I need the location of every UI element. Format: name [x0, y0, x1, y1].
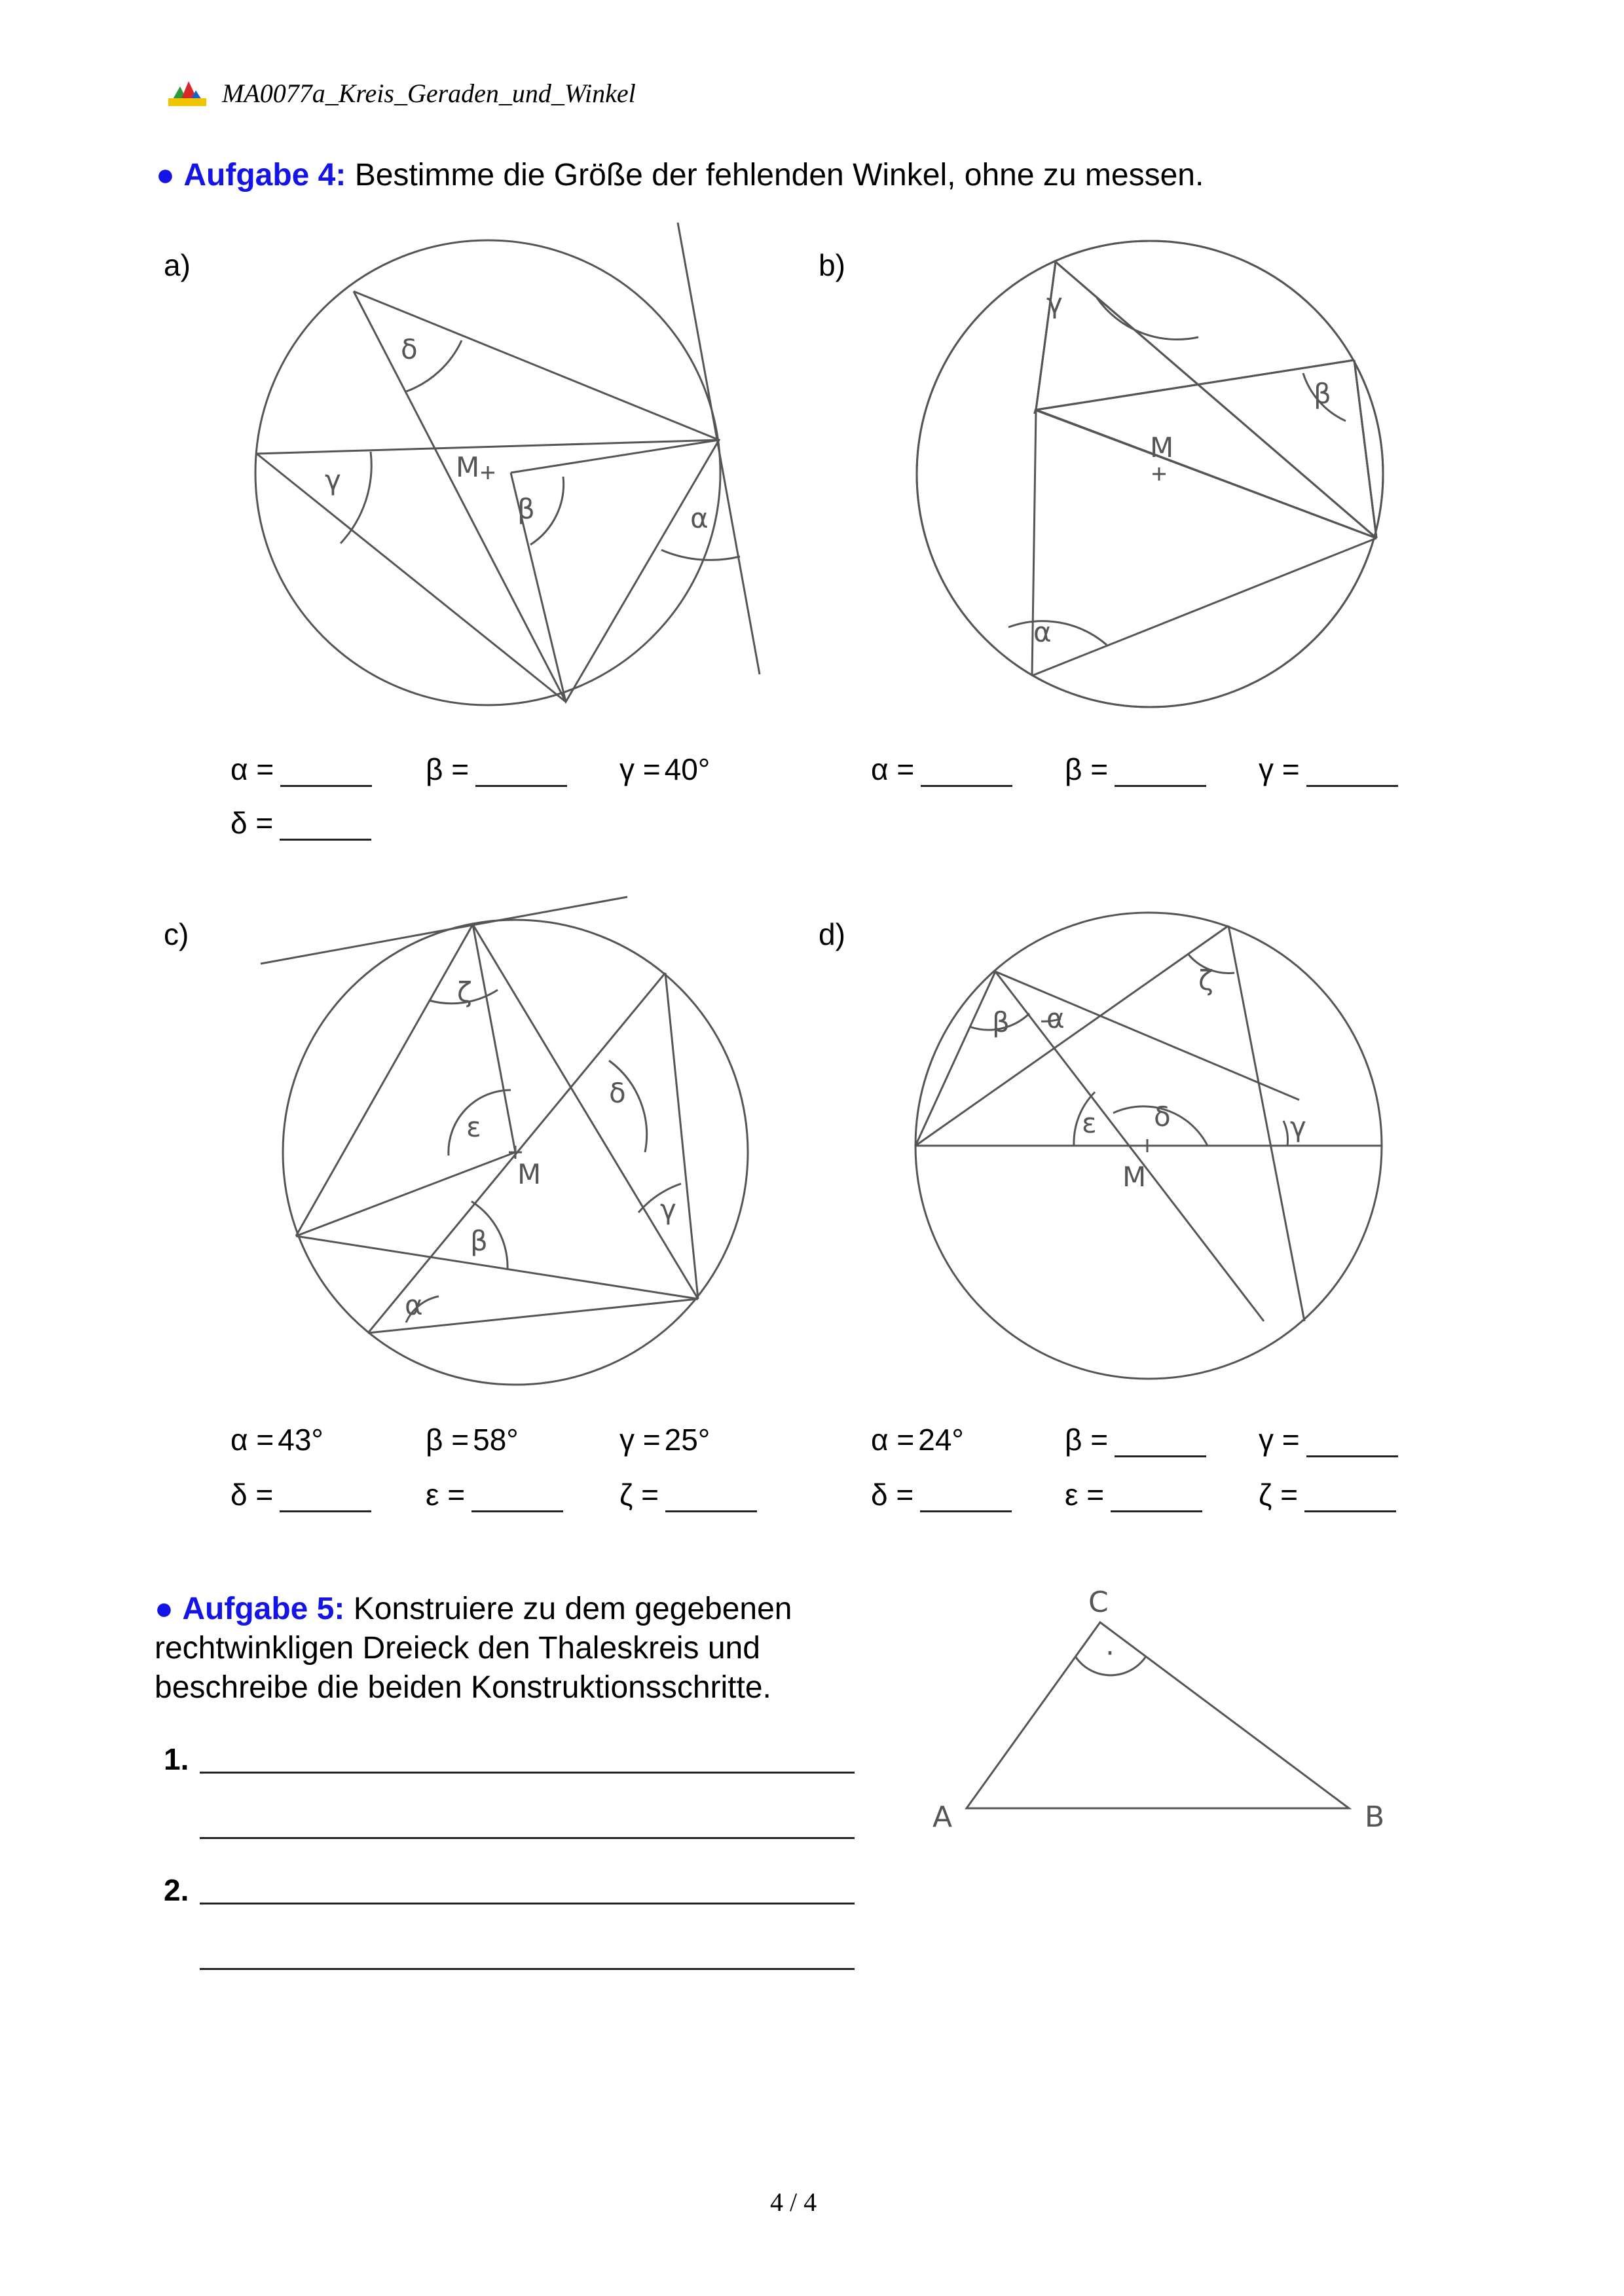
part-a-label: a) [164, 248, 191, 282]
label-center-b: M [1150, 431, 1174, 464]
right-angle-dot: · [1105, 1637, 1115, 1670]
vertex-label-b: B [1365, 1800, 1385, 1834]
label-zeta-c: ζ [457, 976, 472, 1008]
task5-bullet: ● [155, 1592, 174, 1626]
part-c-label: c) [164, 917, 189, 951]
task5-line-3: beschreibe die beiden Konstruktionsschritte. [155, 1670, 771, 1705]
answer-symbol: ε = [1065, 1478, 1105, 1512]
label-epsilon-c: ε [466, 1111, 481, 1143]
label-beta-a: β [517, 493, 535, 525]
label-gamma-d: γ [1290, 1111, 1306, 1143]
label-beta-b: β [1314, 378, 1331, 410]
answer-symbol: γ = [1259, 752, 1300, 786]
answer-symbol: β = [1065, 752, 1109, 786]
page-number: 4 / 4 [770, 2187, 817, 2217]
answer-symbol: γ = [1259, 1423, 1300, 1457]
task4-label: Aufgabe 4: [183, 158, 346, 192]
answer-symbol: β = [426, 1423, 470, 1457]
answer-value: 25° [664, 1423, 710, 1457]
task5-line-1: Konstruiere zu dem gegebenen [353, 1592, 792, 1626]
vertex-label-c: C [1088, 1586, 1109, 1619]
label-beta-c: β [470, 1225, 488, 1257]
answer-symbol: α = [231, 752, 274, 786]
answer-symbol: δ = [231, 806, 274, 840]
answer-symbol: γ = [619, 752, 661, 786]
label-alpha-c: α [405, 1289, 423, 1321]
label-gamma-c: γ [660, 1194, 676, 1226]
part-d-label: d) [819, 917, 845, 951]
label-beta-d: β [992, 1006, 1010, 1038]
task5-line-2: rechtwinkligen Dreieck den Thaleskreis und [155, 1631, 760, 1666]
answer-symbol: δ = [231, 1478, 274, 1512]
task4-bullet: ● [156, 158, 175, 192]
label-gamma-b: γ [1046, 287, 1063, 319]
answer-symbol: δ = [871, 1478, 914, 1512]
task4-text: Bestimme die Größe der fehlenden Winkel, ohne zu messen. [354, 158, 1204, 192]
label-delta-a: δ [401, 333, 418, 365]
label-alpha-b: α [1033, 616, 1052, 648]
label-center-d: M [1122, 1161, 1147, 1193]
answer-symbol: ζ = [1259, 1478, 1298, 1512]
label-zeta-d: ζ [1198, 964, 1213, 996]
step-number: 2. [164, 1873, 189, 1907]
answer-value: 24° [918, 1423, 964, 1457]
answer-symbol: ζ = [619, 1478, 659, 1512]
task5-label: Aufgabe 5: [182, 1592, 345, 1626]
step-number: 1. [164, 1742, 189, 1776]
answer-symbol: α = [231, 1423, 274, 1457]
answer-symbol: α = [871, 1423, 915, 1457]
answer-symbol: ε = [426, 1478, 466, 1512]
vertex-label-a: A [932, 1800, 953, 1834]
answer-value: 43° [278, 1423, 323, 1457]
label-delta-c: δ [609, 1077, 626, 1109]
label-center-c: M [517, 1158, 542, 1190]
answer-symbol: α = [871, 752, 915, 786]
label-alpha-a: α [690, 502, 709, 534]
answer-value: 58° [473, 1423, 519, 1457]
label-gamma-a: γ [325, 464, 341, 496]
label-delta-d: δ [1154, 1101, 1171, 1133]
part-b-label: b) [819, 248, 845, 282]
answer-value: 40° [664, 752, 710, 786]
label-epsilon-d: ε [1082, 1107, 1097, 1139]
label-alpha-d: α [1046, 1002, 1065, 1034]
answer-symbol: β = [426, 752, 470, 786]
label-center-a: M [456, 451, 480, 483]
answer-symbol: γ = [619, 1423, 661, 1457]
answer-symbol: β = [1065, 1423, 1109, 1457]
document-title: MA0077a_Kreis_Geraden_und_Winkel [222, 78, 636, 108]
right-triangle [967, 1622, 1349, 1808]
